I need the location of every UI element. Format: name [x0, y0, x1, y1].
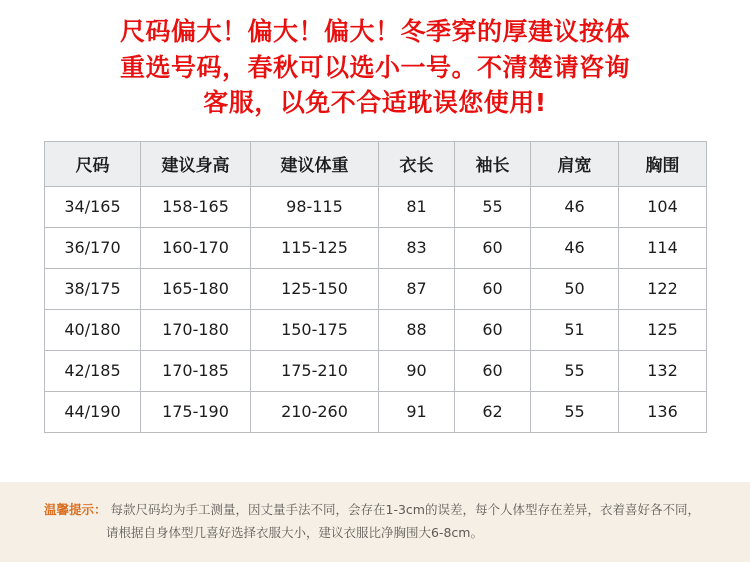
cell-shoulder: 46 [531, 186, 619, 227]
cell-length: 91 [379, 391, 455, 432]
cell-sleeve: 62 [455, 391, 531, 432]
cell-shoulder: 55 [531, 391, 619, 432]
table-row [45, 391, 707, 432]
table-row [45, 186, 707, 227]
cell-sleeve: 60 [455, 227, 531, 268]
column-header-sleeve: 袖长 [455, 141, 531, 186]
table-row [45, 309, 707, 350]
note-text [44, 498, 706, 544]
cell-size: 36/170 [45, 227, 141, 268]
column-header-weight: 建议体重 [251, 141, 379, 186]
size-table [44, 141, 707, 433]
cell-height: 158-165 [141, 186, 251, 227]
column-header-length: 衣长 [379, 141, 455, 186]
note-label: 温馨提示： [44, 501, 107, 517]
cell-sleeve: 55 [455, 186, 531, 227]
table-header-row [45, 141, 707, 186]
cell-weight: 125-150 [251, 268, 379, 309]
headline-line-1: 尺码偏大！偏大！偏大！冬季穿的厚建议按体 [119, 17, 630, 46]
note-line-1: 每款尺码均为手工测量，因丈量手法不同，会存在1-3cm的误差，每个人体型存在差异，衣着喜好各不同， [110, 501, 700, 517]
cell-shoulder: 46 [531, 227, 619, 268]
cell-size: 40/180 [45, 309, 141, 350]
table-row [45, 268, 707, 309]
cell-length: 90 [379, 350, 455, 391]
cell-bust: 136 [619, 391, 707, 432]
cell-bust: 122 [619, 268, 707, 309]
cell-sleeve: 60 [455, 309, 531, 350]
cell-height: 175-190 [141, 391, 251, 432]
column-header-height: 建议身高 [141, 141, 251, 186]
size-table-container [44, 141, 706, 433]
table-row [45, 227, 707, 268]
cell-length: 87 [379, 268, 455, 309]
column-header-size: 尺码 [45, 141, 141, 186]
cell-size: 34/165 [45, 186, 141, 227]
headline-line-3: 客服，以免不合适耽误您使用! [203, 88, 547, 117]
cell-weight: 115-125 [251, 227, 379, 268]
table-row [45, 350, 707, 391]
cell-bust: 132 [619, 350, 707, 391]
cell-shoulder: 50 [531, 268, 619, 309]
cell-shoulder: 51 [531, 309, 619, 350]
cell-weight: 175-210 [251, 350, 379, 391]
cell-weight: 98-115 [251, 186, 379, 227]
footer-note [0, 482, 750, 562]
cell-length: 88 [379, 309, 455, 350]
column-header-shoulder: 肩宽 [531, 141, 619, 186]
cell-height: 160-170 [141, 227, 251, 268]
cell-size: 38/175 [45, 268, 141, 309]
cell-height: 170-185 [141, 350, 251, 391]
cell-height: 170-180 [141, 309, 251, 350]
cell-length: 83 [379, 227, 455, 268]
cell-weight: 210-260 [251, 391, 379, 432]
cell-size: 42/185 [45, 350, 141, 391]
cell-height: 165-180 [141, 268, 251, 309]
cell-bust: 114 [619, 227, 707, 268]
cell-size: 44/190 [45, 391, 141, 432]
cell-sleeve: 60 [455, 350, 531, 391]
cell-bust: 125 [619, 309, 707, 350]
headline-line-2: 重选号码，春秋可以选小一号。不清楚请咨询 [119, 52, 630, 82]
cell-length: 81 [379, 186, 455, 227]
cell-shoulder: 55 [531, 350, 619, 391]
note-line-2: 请根据自身体型几喜好选择衣服大小，建议衣服比净胸围大6-8cm。 [106, 524, 483, 540]
column-header-bust: 胸围 [619, 141, 707, 186]
headline-banner [0, 0, 750, 127]
cell-weight: 150-175 [251, 309, 379, 350]
cell-bust: 104 [619, 186, 707, 227]
cell-sleeve: 60 [455, 268, 531, 309]
